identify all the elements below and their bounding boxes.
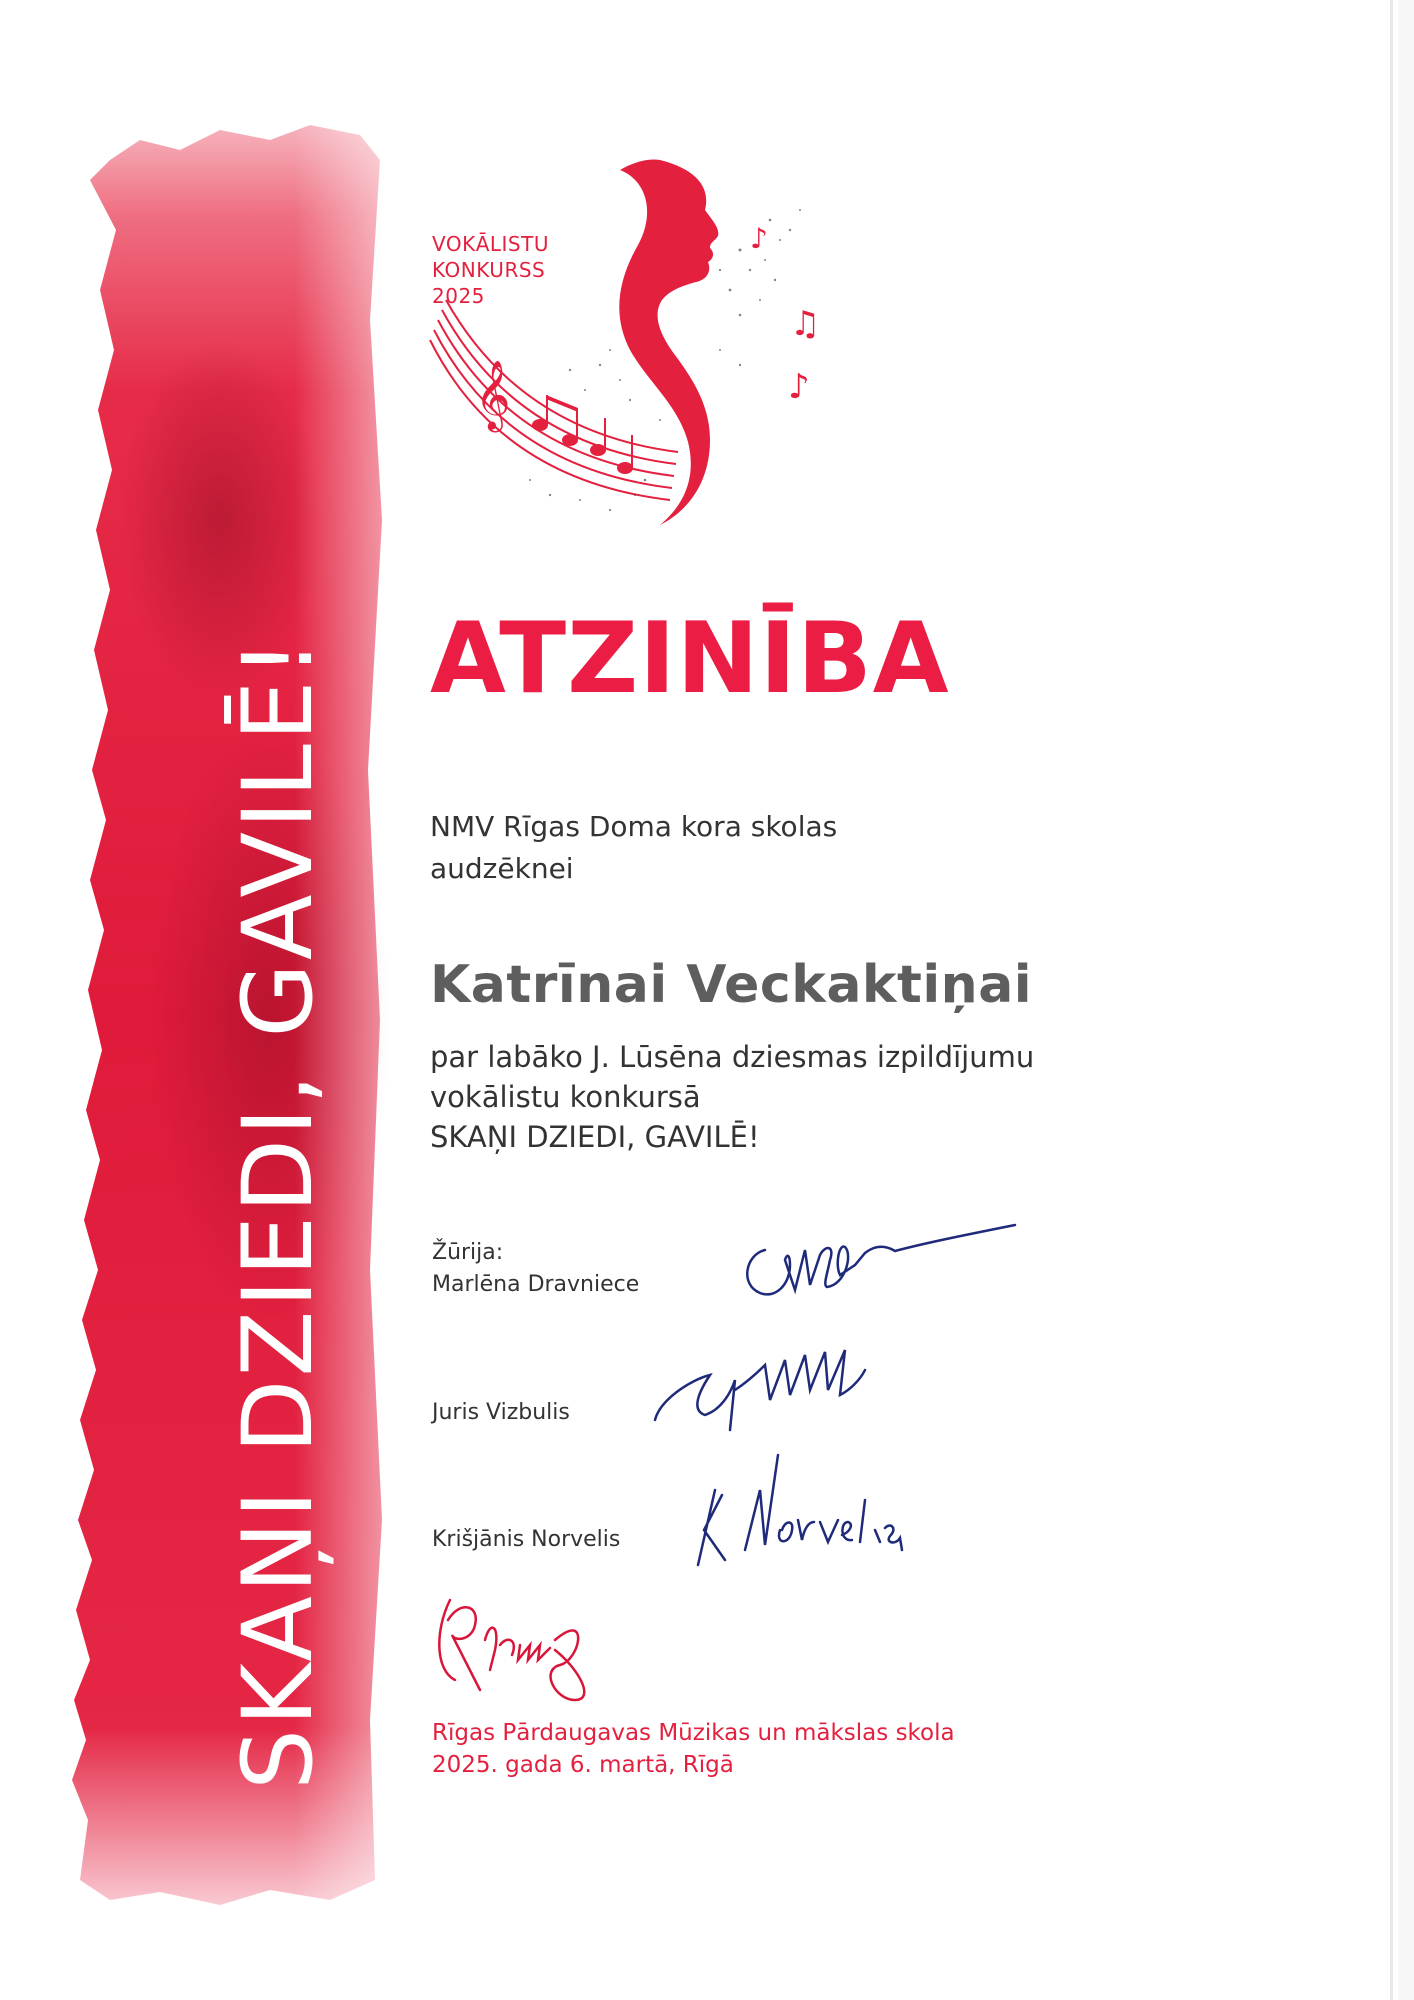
logo-line2: KONKURSS: [432, 258, 546, 282]
jury-member-name: Marlēna Dravniece: [432, 1272, 640, 1297]
svg-text:𝄞: 𝄞: [475, 360, 511, 430]
organizer-name: Rīgas Pārdaugavas Mūzikas un mākslas skola: [432, 1720, 955, 1746]
recipient-name: Katrīnai Veckaktiņai: [430, 955, 1033, 1015]
jury-label: Žūrija:: [432, 1240, 504, 1265]
reason-contest-name: SKAŅI DZIEDI, GAVILĒ!: [430, 1120, 760, 1154]
page-edge-line: [1390, 0, 1393, 2000]
certificate-heading: ATZINĪBA: [430, 602, 950, 716]
signature-3: [690, 1450, 950, 1570]
reason-line: vokālistu konkursā: [430, 1080, 701, 1114]
jury-member-name: Krišjānis Norvelis: [432, 1527, 621, 1552]
logo-line1: VOKĀLISTU: [432, 232, 549, 256]
banner-title: SKAŅI DZIEDI, GAVILĒ!: [222, 636, 334, 1790]
page-edge: [1398, 0, 1414, 2000]
svg-text:♪: ♪: [750, 222, 768, 255]
contest-logo: [420, 150, 880, 550]
jury-member-name: Juris Vizbulis: [432, 1400, 570, 1425]
svg-text:♪: ♪: [788, 367, 810, 407]
recipient-school: NMV Rīgas Doma kora skolas: [430, 810, 838, 843]
music-notes-icon: [475, 360, 633, 474]
svg-text:♫: ♫: [790, 304, 821, 344]
issue-date-place: 2025. gada 6. martā, Rīgā: [432, 1752, 734, 1778]
singer-silhouette-icon: [619, 159, 718, 525]
reason-line: par labāko J. Lūsēna dziesmas izpildījumu: [430, 1040, 1035, 1074]
signature-2: [650, 1340, 910, 1435]
recipient-role: audzēknei: [430, 852, 574, 885]
signature-1: [735, 1215, 1025, 1305]
logo-line3: 2025: [432, 284, 485, 308]
director-signature: [430, 1590, 610, 1715]
